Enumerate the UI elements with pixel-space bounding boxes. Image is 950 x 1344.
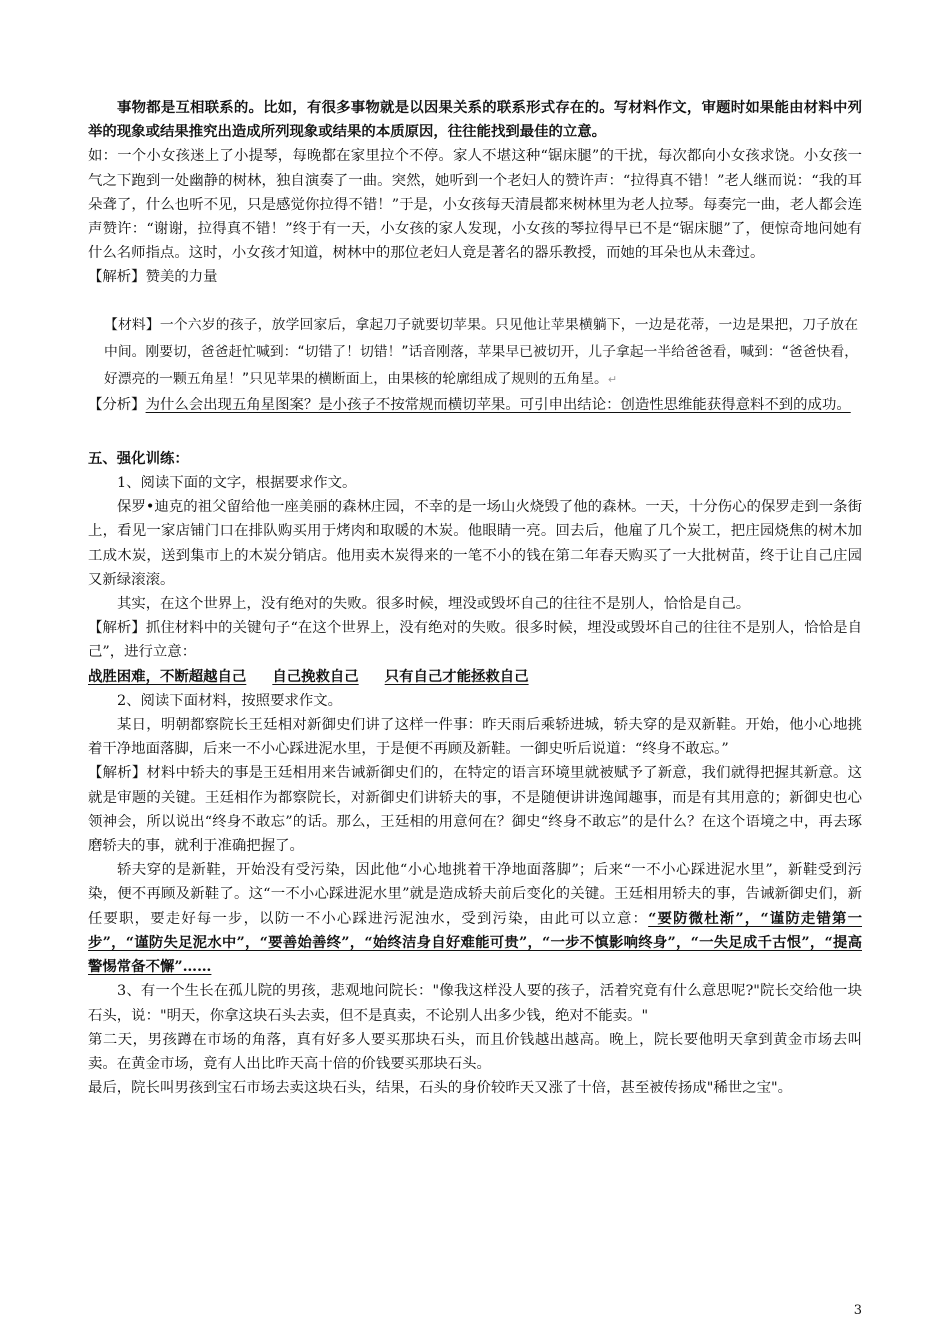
task-3: 3、有一个生长在孤儿院的男孩，悲观地问院长："像我这样没人要的孩子，活着究竟有什么意思呢?"院长交给他一块石头，说："明天，你拿这块石头去卖，但不是真卖，不论别人出多少钱，绝对不能卖。" [88,983,862,1024]
slogans-2: “要防微杜渐”，“谨防走错第一步”，“谨防失足泥水中”，“要善始善终”，“始终洁身自好难能可贵”，“一步不慎影响终身”，“一失足成千古恨”，“提高警惕常备不懈”…… [88,909,862,976]
story-3b: 最后，院长叫男孩到宝石市场去卖这块石头，结果，石头的身价较昨天又涨了十倍，甚至被传扬成"稀世之宝"。 [88,1080,792,1097]
analysis-3b-text: 轿夫穿的是新鞋，开始没有受污染，因此他“小心地挑着干净地面落脚”；后来“一不小心踩进泥水里”，新鞋受到污染，便不再顾及新鞋了。这“一不小心踩进泥水里”就是造成轿夫前后变化的关键。王廷相用轿夫的事，告诫新御史们，新任要职，要走好每一步，以防一不小心踩进污泥浊水，受到污染，由此可以立意： [88,862,862,927]
fenxi-paragraph [88,393,862,417]
analysis-2: 【解析】抓住材料中的关键句子“在这个世界上，没有绝对的失败。很多时候，埋没或毁坏自己的往往不是别人，恰恰是自己”，进行立意： [88,620,862,661]
analysis-3: 【解析】材料中轿夫的事是王廷相用来告诫新御史们的，在特定的语言环境里就被赋予了新意，我们就得把握其新意。这就是审题的关键。王廷相作为都察院长，对新御史们讲轿夫的事，不是随便讲讲逸闻趣事，而是有其用意的；新御史也心领神会，所以说出“终身不敢忘”的话。那么，王廷相的用意何在？御史“终身不敢忘”的是什么？在这个语境之中，再去琢磨轿夫的事，就利于准确把握了。 [88,765,862,855]
section-title: 五、强化训练： [88,449,189,467]
slogan-2: 自己挽救自己 [272,667,359,685]
task-1: 1、阅读下面的文字，根据要求作文。 [117,475,357,492]
task-2: 2、阅读下面材料，按照要求作文。 [117,692,343,709]
slogans-1 [88,665,862,689]
analysis-praise: 【解析】赞美的力量 [88,269,218,286]
material-block [88,312,862,393]
story-1: 保罗•迪克的祖父留给他一座美丽的森林庄园，不幸的是一场山火烧毁了他的森林。一天，十分伤心的保罗走到一条街上，看见一家店铺门口在排队购买用于烤肉和取暖的木炭。他眼睛一亮。回去后，他雇了几个炭工，把庄园烧焦的树木加工成木炭，送到集市上的木炭分销店。他用卖木炭得来的一笔不小的钱在第二年春天购买了一大批树苗，终于让自己庄园又新绿滚滚。 [88,499,862,588]
fenxi-label: 【分析】 [88,396,146,413]
material-label: 【材料】 [104,316,160,333]
example-paragraph: 如：一个小女孩迷上了小提琴，每晚都在家里拉个不停。家人不堪这种“锯床腿”的干扰，每次都向小女孩求饶。小女孩一气之下跑到一处幽静的树林，独自演奏了一曲。突然，她听到一个老妇人的赞许声：“拉得真不错！”老人继而说：“我的耳朵聋了，什么也听不见，只是感觉你拉得不错！”于是，小女孩每天清晨都来树林里为老人拉琴。每奏完一曲，老人都会连声赞许：“谢谢，拉得真不错！”终于有一天，小女孩的家人发现，小女孩的琴拉得早已不是“锯床腿”了，便惊奇地问她有什么名师指点。这时，小女孩才知道，树林中的那位老妇人竟是著名的器乐教授，而她的耳朵也从未聋过。 [88,148,862,262]
return-mark-icon: ↵ [607,372,618,386]
slogan-3: 只有自己才能拯救自己 [384,667,529,685]
material-text: 一个六岁的孩子，放学回家后，拿起刀子就要切苹果。只见他让苹果横躺下，一边是花蒂，一边是果把，刀子放在中间。刚要切，爸爸赶忙喊到：“切错了！切错！”话音刚落，苹果早已被切开，儿子拿起一半给爸爸看，喊到：“爸爸快看，好漂亮的一颗五角星！”只见苹果的横断面上，由果核的轮廓组成了规则的五角星。 [104,316,859,387]
page-number: 3 [853,1303,862,1318]
story-3a: 第二天，男孩蹲在市场的角落，真有好多人要买那块石头，而且价钱越出越高。晚上，院长要他明天拿到黄金市场去叫卖。在黄金市场，竟有人出比昨天高十倍的价钱要买那块石头。 [88,1031,862,1072]
analysis-3b [88,858,862,979]
story-1-end: 其实，在这个世界上，没有绝对的失败。很多时候，埋没或毁坏自己的往往不是别人，恰恰是自己。 [117,596,751,613]
slogan-1: 战胜困难，不断超越自己 [88,667,247,685]
fenxi-text: 为什么会出现五角星图案？是小孩子不按常规而横切苹果。可引申出结论：创造性思维能获得意料不到的成功。 [145,396,851,413]
story-2: 某日，明朝都察院长王廷相对新御史们讲了这样一件事：昨天雨后乘轿进城，轿夫穿的是双新鞋。开始，他小心地挑着干净地面落脚，后来一不小心踩进泥水里，于是便不再顾及新鞋。一御史听后说道：“终身不敢忘。” [88,717,862,758]
intro-paragraph: 事物都是互相联系的。比如，有很多事物就是以因果关系的联系形式存在的。写材料作文，审题时如果能由材料中列举的现象或结果推究出造成所列现象或结果的本质原因，往往能找到最佳的立意。 [88,99,862,141]
document-page [88,96,862,1100]
